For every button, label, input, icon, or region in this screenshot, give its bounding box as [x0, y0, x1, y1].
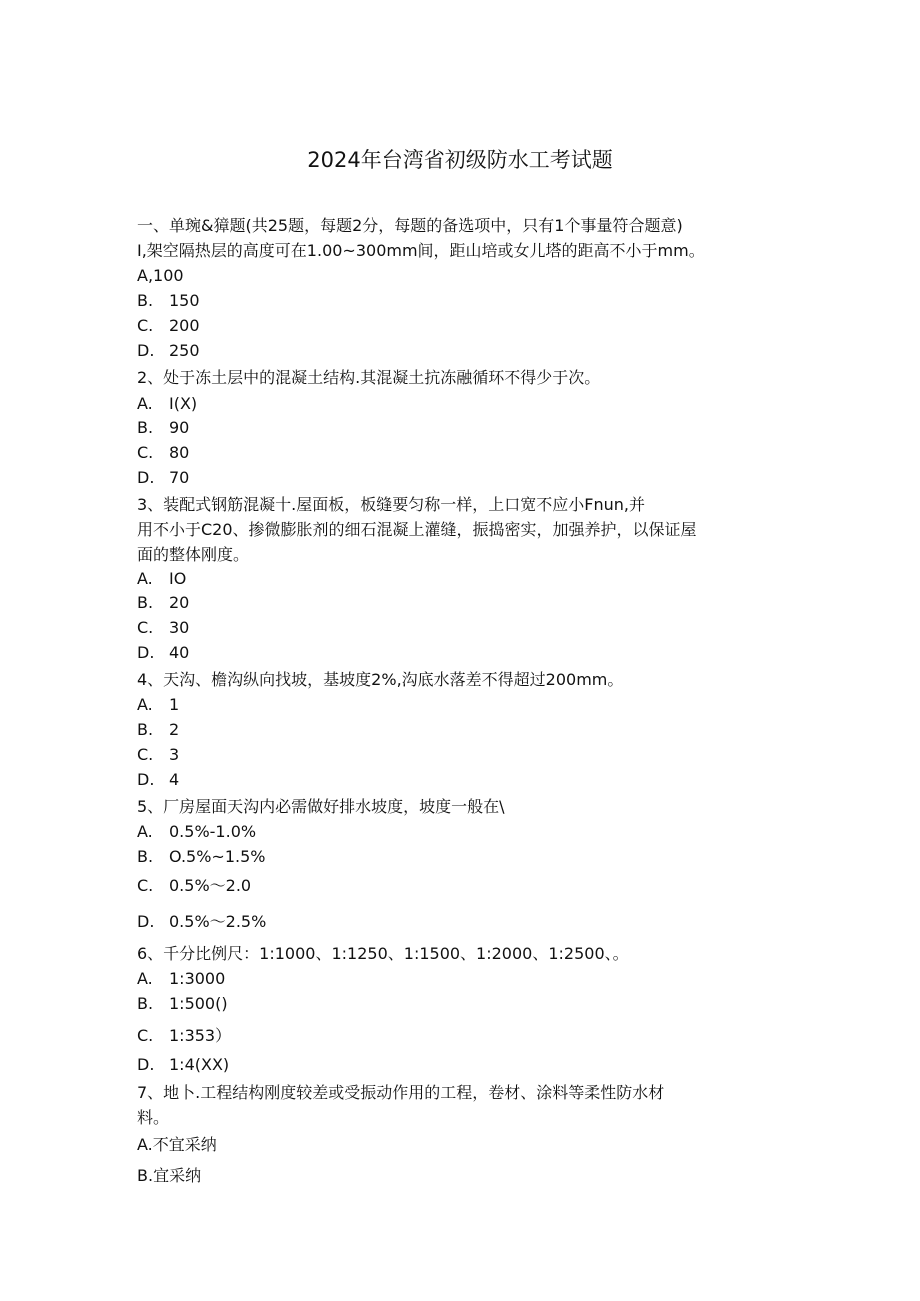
option-text: 1:353）	[169, 1026, 232, 1045]
option-text: 2	[169, 720, 180, 739]
option-key: B.	[137, 418, 154, 437]
q2-option-d	[137, 468, 189, 488]
option-key: A,	[137, 266, 154, 285]
option-text: 1:500()	[169, 994, 228, 1013]
q6-option-b	[137, 994, 228, 1014]
question-3-text-line-2: 用不小于C20、掺微膨胀剂的细石混凝上灌缝，振捣密实，加强养护，以保证屋	[137, 520, 697, 539]
q1-option-a	[137, 266, 184, 286]
option-text: 1:4(XX)	[169, 1055, 230, 1074]
q2-option-a	[137, 394, 197, 414]
option-text: 3	[169, 745, 180, 764]
option-text: 宜采纳	[153, 1166, 202, 1185]
option-text: 200	[169, 316, 200, 335]
option-text: 不宜采纳	[152, 1135, 217, 1154]
option-key: D.	[137, 1055, 155, 1074]
option-key: B.	[137, 1166, 154, 1185]
option-text: 70	[169, 468, 190, 487]
q1-option-b	[137, 291, 200, 311]
q7-option-b	[137, 1166, 201, 1186]
question-7-text-line-2: 料。	[137, 1108, 170, 1127]
q4-option-d	[137, 770, 179, 790]
option-text: 0.5%〜2.0	[169, 876, 252, 895]
q5-option-b	[137, 847, 265, 867]
question-2-text: 2、处于冻土层中的混凝土结构.其混凝土抗冻融循环不得少于次。	[137, 368, 601, 387]
option-text: 4	[169, 770, 180, 789]
document-title: 2024年台湾省初级防水工考试题	[307, 148, 613, 172]
question-4-text: 4、天沟、檐沟纵向找坡，基坡度2%,沟底水落差不得超过200mm。	[137, 670, 624, 689]
option-text: 30	[169, 618, 190, 637]
option-text: 1	[169, 695, 180, 714]
question-6-text: 6、千分比例尺：1:1000、1:1250、1:1500、1:2000、1:2500、。	[137, 944, 629, 963]
option-text: IO	[169, 569, 187, 588]
q3-option-a	[137, 569, 186, 589]
q2-option-b	[137, 418, 189, 438]
option-text: O.5%~1.5%	[169, 847, 266, 866]
option-key: C.	[137, 745, 154, 764]
option-key: C.	[137, 618, 154, 637]
option-text: 150	[169, 291, 200, 310]
q4-option-b	[137, 720, 179, 740]
q1-option-c	[137, 316, 200, 336]
option-key: D.	[137, 643, 155, 662]
option-key: A.	[137, 969, 153, 988]
option-text: 0.5%-1.0%	[169, 822, 257, 841]
option-text: 250	[169, 341, 200, 360]
q4-option-c	[137, 745, 179, 765]
option-key: A.	[137, 569, 153, 588]
q5-option-d	[137, 912, 266, 932]
option-text: 80	[169, 443, 190, 462]
option-key: C.	[137, 1026, 154, 1045]
option-key: B.	[137, 994, 154, 1013]
option-key: B.	[137, 720, 154, 739]
question-5-text: 5、厂房屋面天沟内必需做好排水坡度，坡度一般在\	[137, 797, 505, 816]
q4-option-a	[137, 695, 179, 715]
option-key: A.	[137, 822, 153, 841]
q3-option-c	[137, 618, 189, 638]
q3-option-b	[137, 593, 189, 613]
option-key: A.	[137, 394, 153, 413]
question-3-text-line-3: 面的整体刚度。	[137, 545, 250, 564]
q5-option-c	[137, 876, 251, 896]
option-key: A.	[137, 695, 153, 714]
q6-option-d	[137, 1055, 229, 1075]
option-key: C.	[137, 443, 154, 462]
option-key: D.	[137, 468, 155, 487]
option-text: 20	[169, 593, 190, 612]
question-7-text-line-1: 7、地卜.工程结构刚度较差或受振动作用的工程，卷材、涂料等柔性防水材	[137, 1083, 665, 1102]
q5-option-a	[137, 822, 256, 842]
q2-option-c	[137, 443, 189, 463]
section-header: 一、单琬&獐题(共25题，每题2分，每题的备选项中，只有1个事量符合题意)	[137, 216, 683, 235]
question-1-text: I,架空隔热层的高度可在1.00~300mm间，距山培或女儿塔的距高不小于mm。	[137, 241, 705, 260]
option-key: A.	[137, 1135, 153, 1154]
q1-option-d	[137, 341, 200, 361]
option-key: B.	[137, 291, 154, 310]
question-3-text-line-1: 3、装配式钢筋混凝十.屋面板，板缝要匀称一样，上口宽不应小Fnun,并	[137, 495, 645, 514]
option-text: 90	[169, 418, 190, 437]
option-text: 40	[169, 643, 190, 662]
option-text: I(X)	[169, 394, 198, 413]
q7-option-a	[137, 1135, 217, 1155]
option-text: 1:3000	[169, 969, 226, 988]
option-key: D.	[137, 341, 155, 360]
q6-option-a	[137, 969, 225, 989]
option-key: D.	[137, 912, 155, 931]
option-key: C.	[137, 876, 154, 895]
option-text: 100	[153, 266, 184, 285]
q3-option-d	[137, 643, 189, 663]
q6-option-c	[137, 1026, 231, 1046]
option-text: 0.5%〜2.5%	[169, 912, 267, 931]
option-key: D.	[137, 770, 155, 789]
option-key: C.	[137, 316, 154, 335]
option-key: B.	[137, 847, 154, 866]
option-key: B.	[137, 593, 154, 612]
